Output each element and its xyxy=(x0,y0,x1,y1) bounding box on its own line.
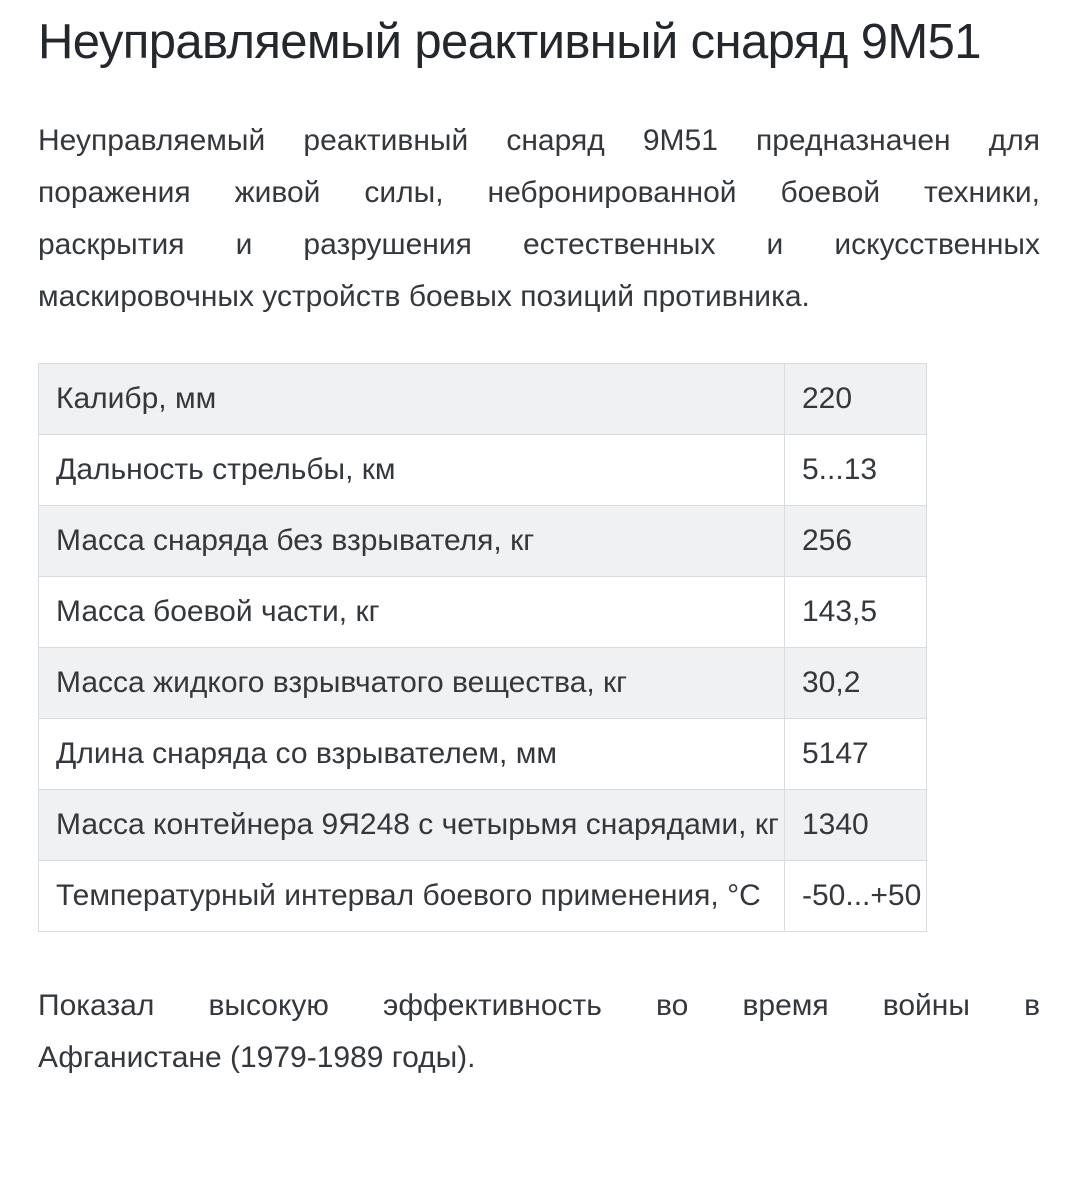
spec-value-cell: 1340 xyxy=(785,790,927,861)
outro-paragraph xyxy=(38,980,1040,1084)
spec-label-cell: Дальность стрельбы, км xyxy=(39,435,785,506)
intro-paragraph xyxy=(38,115,1040,323)
table-row xyxy=(39,506,927,577)
paragraph-line: маскировочных устройств боевых позиций противника. xyxy=(38,280,810,313)
table-row xyxy=(39,861,927,932)
spec-value-cell: 143,5 xyxy=(785,577,927,648)
spec-value-cell: 5147 xyxy=(785,719,927,790)
table-row xyxy=(39,648,927,719)
spec-label-cell: Длина снаряда со взрывателем, мм xyxy=(39,719,785,790)
page-title: Неуправляемый реактивный снаряд 9М51 xyxy=(38,15,981,69)
table-row xyxy=(39,719,927,790)
table-row xyxy=(39,435,927,506)
paragraph-line: поражения живой силы, небронированной боевой техники, xyxy=(38,176,1040,209)
spec-label-cell: Масса снаряда без взрывателя, кг xyxy=(39,506,785,577)
table-row xyxy=(39,364,927,435)
spec-value-cell: 5...13 xyxy=(785,435,927,506)
paragraph-line: Показал высокую эффективность во время войны в xyxy=(38,989,1040,1022)
spec-value-cell: 220 xyxy=(785,364,927,435)
paragraph-line: Неуправляемый реактивный снаряд 9М51 предназначен для xyxy=(38,124,1040,157)
table-row xyxy=(39,577,927,648)
paragraph-line: Афганистане (1979-1989 годы). xyxy=(38,1041,476,1074)
spec-table-body xyxy=(39,364,927,932)
spec-label-cell: Калибр, мм xyxy=(39,364,785,435)
table-row xyxy=(39,790,927,861)
spec-value-cell: -50...+50 xyxy=(785,861,927,932)
paragraph-line: раскрытия и разрушения естественных и искусственных xyxy=(38,228,1040,261)
spec-label-cell: Масса жидкого взрывчатого вещества, кг xyxy=(39,648,785,719)
spec-label-cell: Масса боевой части, кг xyxy=(39,577,785,648)
spec-value-cell: 256 xyxy=(785,506,927,577)
spec-label-cell: Температурный интервал боевого применения, °С xyxy=(39,861,785,932)
spec-label-cell: Масса контейнера 9Я248 с четырьмя снарядами, кг xyxy=(39,790,785,861)
spec-value-cell: 30,2 xyxy=(785,648,927,719)
spec-table xyxy=(38,363,927,932)
